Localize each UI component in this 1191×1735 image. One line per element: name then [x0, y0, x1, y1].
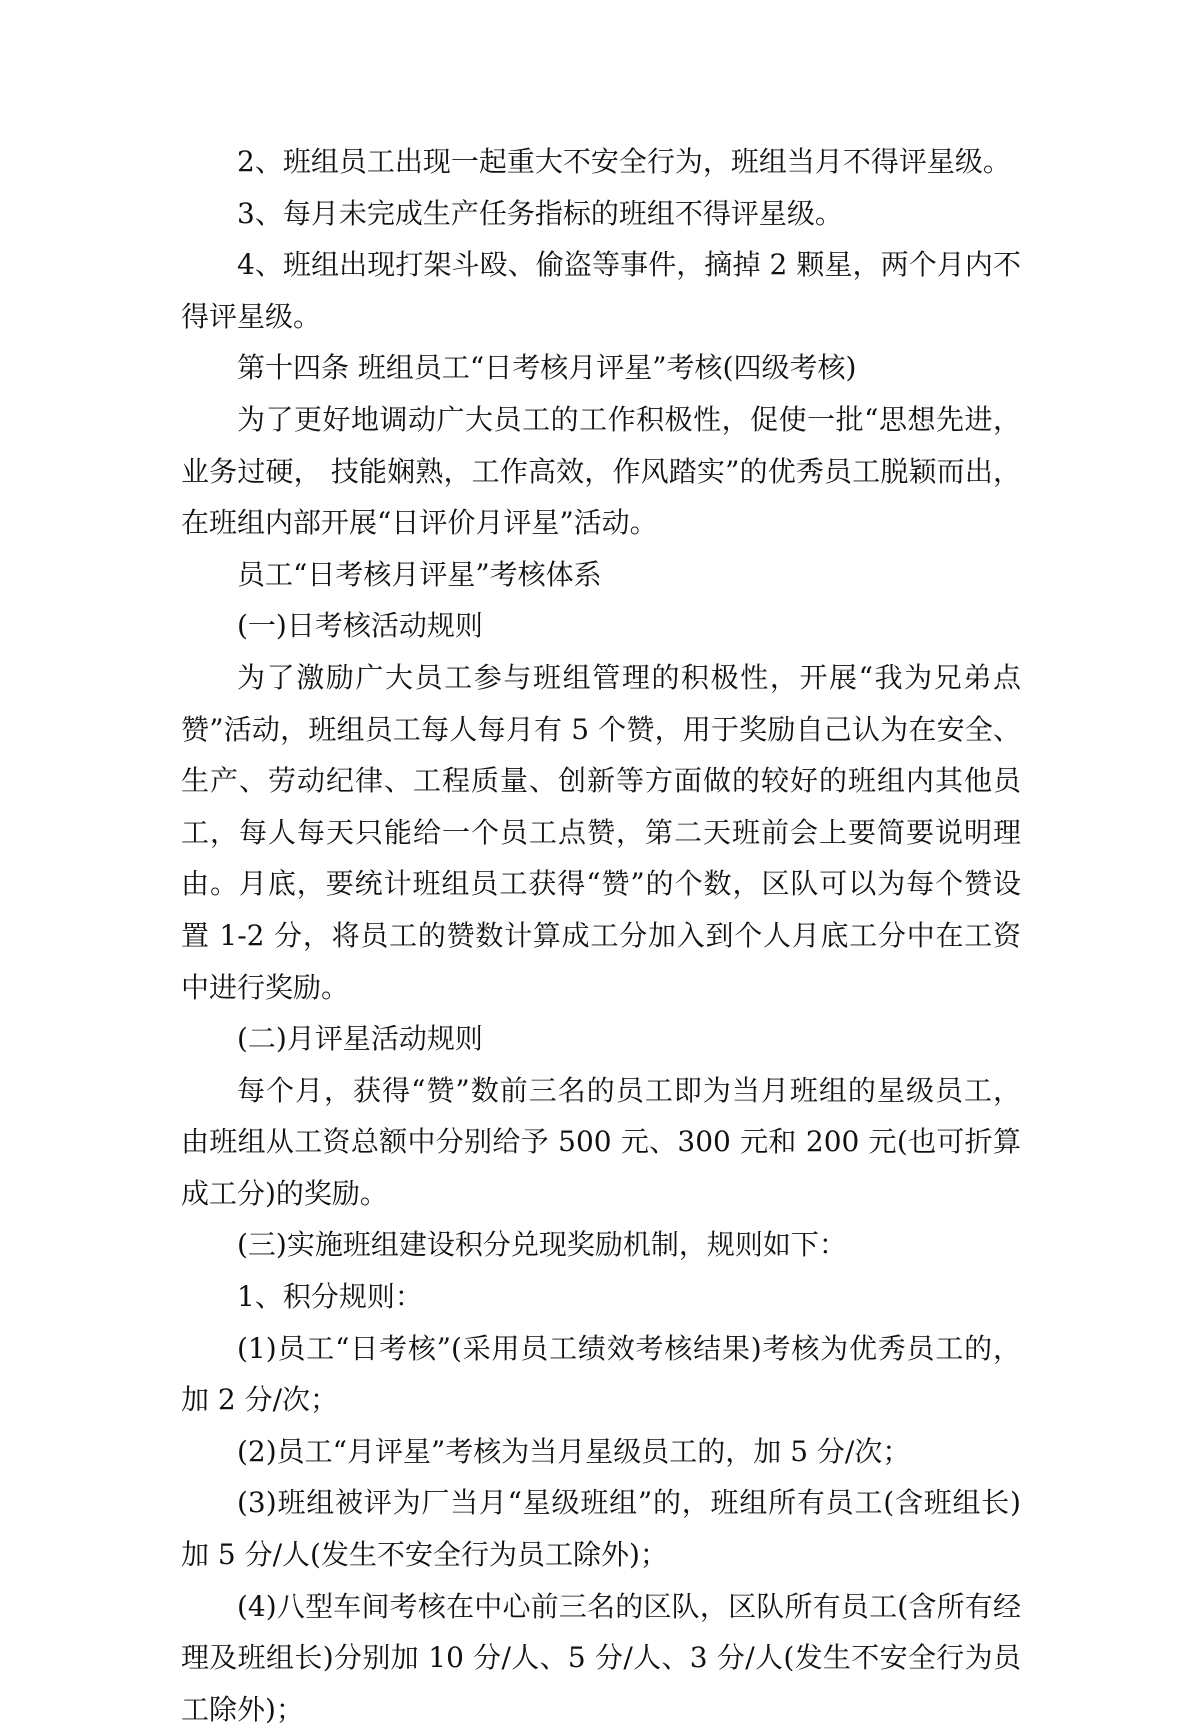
- subsection-heading: (一)日考核活动规则: [237, 609, 483, 643]
- list-item: (2)员工“月评星”考核为当月星级员工的，加 5 分/次；: [237, 1434, 911, 1468]
- paragraph: 为了更好地调动广大员工的工作积极性，促使一批“思想先进，业务过硬， 技能娴熟，工作高效，作风踏实”的优秀员工脱颖而出，在班组内部开展“日评价月评星”活动。: [181, 402, 1021, 540]
- list-item: (3)班组被评为厂当月“星级班组”的，班组所有员工(含班组长)加 5 分/人(发生不安全行为员工除外)；: [181, 1486, 1021, 1572]
- list-item: 1、积分规则：: [237, 1280, 423, 1314]
- list-item: (4)八型车间考核在中心前三名的区队，区队所有员工(含所有经理及班组长)分别加 10 分/人、5 分/人、3 分/人(发生不安全行为员工除外)；: [181, 1589, 1021, 1726]
- subsection-heading: (二)月评星活动规则: [237, 1022, 483, 1056]
- list-item: (1)员工“日考核”(采用员工绩效考核结果)考核为优秀员工的，加 2 分/次；: [181, 1331, 1021, 1417]
- document-body: [181, 136, 1021, 1735]
- subsection-heading: (三)实施班组建设积分兑现奖励机制，规则如下：: [237, 1228, 847, 1262]
- paragraph: 2、班组员工出现一起重大不安全行为，班组当月不得评星级。: [237, 145, 1011, 178]
- subsection-heading: 员工“日考核月评星”考核体系: [237, 557, 602, 591]
- section-heading: 第十四条 班组员工“日考核月评星”考核(四级考核): [237, 351, 857, 385]
- paragraph: 3、每月未完成生产任务指标的班组不得评星级。: [237, 196, 843, 230]
- paragraph: 为了激励广大员工参与班组管理的积极性，开展“我为兄弟点赞”活动，班组员工每人每月有 5 个赞，用于奖励自己认为在安全、生产、劳动纪律、工程质量、创新等方面做的较好的班组内其他员工，每人每天只能给一个员工点赞，第二天班前会上要简要说明理由。月底，要统计班组员工获得“赞”的个数，区队可以为每个赞设置 1-2 分，将员工的赞数计算成工分加入到个人月底工分中在工资中进行奖励。: [181, 660, 1021, 1004]
- paragraph: 每个月，获得“赞”数前三名的员工即为当月班组的星级员工，由班组从工资总额中分别给予 500 元、300 元和 200 元(也可折算成工分)的奖励。: [181, 1073, 1021, 1210]
- paragraph: 4、班组出现打架斗殴、偷盗等事件，摘掉 2 颗星，两个月内不得评星级。: [181, 248, 1021, 333]
